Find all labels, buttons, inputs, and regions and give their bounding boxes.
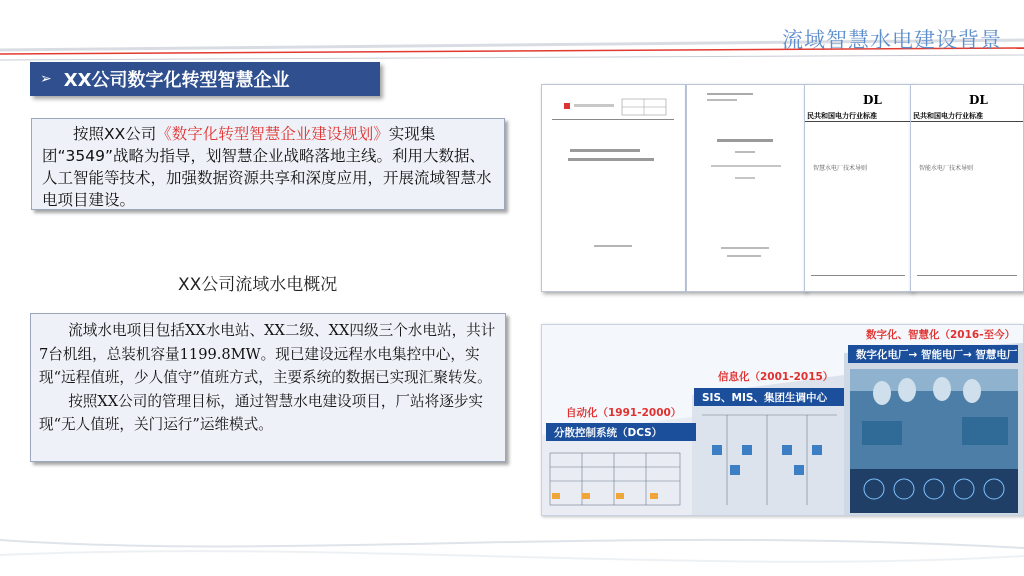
intro-highlight: 《数字化转型智慧企业建设规划》 <box>156 125 389 143</box>
slide-title: 流域智慧水电建设背景 <box>782 28 1002 52</box>
doc3-header: 民共和国电力行业标准 <box>807 112 877 120</box>
doc3-footer-rule <box>811 275 905 276</box>
document-cover-1-art <box>542 85 685 291</box>
arrow-bullet-icon: ➢ <box>40 71 52 87</box>
stage-sis-mis: SIS、MIS、集团生调中心 <box>694 388 844 406</box>
stage-smart-plant: 数字化电厂→ 智能电厂→ 智慧电厂 <box>848 345 1018 363</box>
doc4-header: 民共和国电力行业标准 <box>913 112 983 120</box>
doc4-title: 智能水电厂技术导则 <box>919 165 974 172</box>
overview-paragraph-1: 流域水电项目包括XX水电站、XX二级、XX四级三个水电站，共计7台机组，总装机容量1199.8MW。现已建设远程水电集控中心，实现“远程值班，少人值守”值班方式，主要系统的数据已实现汇聚转发。 <box>39 322 496 386</box>
development-timeline-image <box>541 324 1024 516</box>
doc3-logo: DL <box>863 93 882 107</box>
section-header <box>30 62 380 96</box>
era-digitalization: 数字化、智慧化（2016-至今） <box>866 329 1016 341</box>
document-cover-4 <box>910 84 1024 292</box>
doc4-footer-rule <box>917 275 1017 276</box>
document-cover-1 <box>541 84 686 292</box>
doc3-rule <box>805 121 911 122</box>
doc4-rule <box>911 121 1023 122</box>
standard-documents-image <box>541 84 1022 290</box>
stage-dcs: 分散控制系统（DCS） <box>546 423 696 441</box>
intro-text-before: 按照XX公司 <box>73 125 157 143</box>
overview-paragraph-2: 按照XX公司的管理目标，通过智慧水电建设项目，厂站将逐步实现“无人值班，关门运行”运维模式。 <box>39 392 484 433</box>
doc4-logo: DL <box>969 93 988 107</box>
overview-title: XX公司流域水电概况 <box>178 275 338 295</box>
era-informatization: 信息化（2001-2015） <box>718 371 834 383</box>
overview-textbox <box>30 313 506 462</box>
era-automation: 自动化（1991-2000） <box>566 407 682 419</box>
document-cover-2 <box>686 84 806 292</box>
section-title: XX公司数字化转型智慧企业 <box>63 70 290 91</box>
document-cover-2-art <box>687 85 805 291</box>
intro-text-after: 实现集团“3549”战略为指导，划智慧企业战略落地主线。利用大数据、人工智能等技术，加强数据资源共享和深度应用，开展流域智慧水电项目建设。 <box>42 125 492 209</box>
doc3-title: 智慧水电厂技术导则 <box>813 165 868 172</box>
intro-textbox <box>31 118 505 210</box>
document-cover-3 <box>804 84 912 292</box>
